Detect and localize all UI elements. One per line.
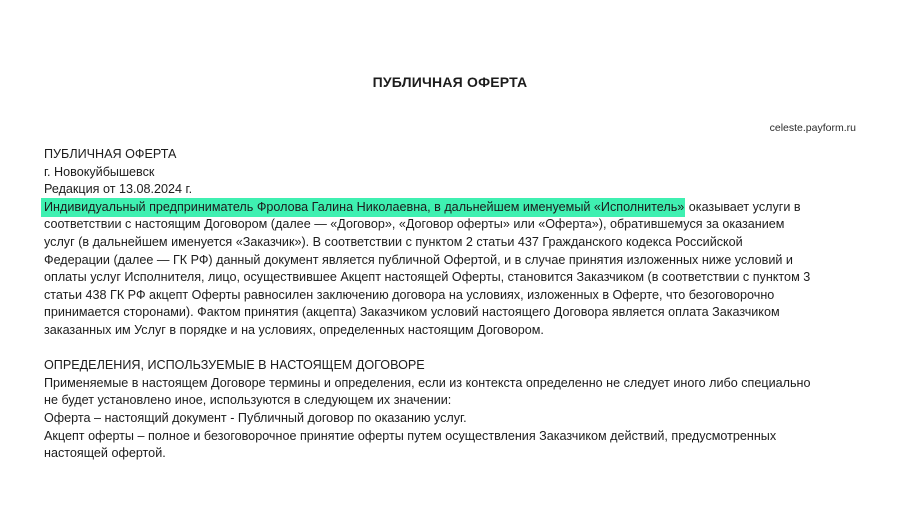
offer-city: г. Новокуйбышевск [44,164,155,179]
site-domain: celeste.payform.ru [769,122,856,134]
paragraph-gap [44,340,859,358]
definitions-line: Применяемые в настоящем Договоре термины и определения, если из контекста определенно не следует иного либо специально [44,375,811,390]
definitions-section [44,357,859,463]
offer-name: ПУБЛИЧНАЯ ОФЕРТА [44,147,177,161]
definitions-line: настоящей офертой. [44,446,166,461]
intro-line: услуг (в дальнейшем именуется «Заказчик»). В соответствии с пунктом 2 статьи 437 Гражданского кодекса Российской [44,234,743,249]
definitions-heading: ОПРЕДЕЛЕНИЯ, ИСПОЛЬЗУЕМЫЕ В НАСТОЯЩЕМ ДОГОВОРЕ [44,358,425,373]
intro-line: Федерации (далее — ГК РФ) данный документ является публичной Офертой, и в случае принятия изложенных ниже условий и [44,252,793,267]
definitions-line: Акцепт оферты – полное и безоговорочное принятие оферты путем осуществления Заказчиком действий, предусмотренных [44,428,777,443]
intro-paragraph [44,199,859,340]
highlighted-text: Индивидуальный предприниматель Фролова Галина Николаевна, в дальнейшем именуемый «Исполнитель» [41,198,685,217]
definitions-line: не будет установлено иное, используются в следующем их значении: [44,393,452,408]
intro-line: статьи 438 ГК РФ акцепт Оферты равносилен заключению договора на условиях, изложенных в Оферте, что безоговорочно [44,287,775,302]
intro-line: соответствии с настоящим Договором (далее — «Договор», «Договор оферты» или «Оферта»), обратившемуся за оказанием [44,217,785,232]
intro-line-text: оказывает услуги в [685,199,801,214]
intro-line: оплаты услуг Исполнителя, лицо, осуществившее Акцепт настоящей Оферты, становится Заказчиком (в соответствии с пунктом 3 [44,270,811,285]
intro-line: заказанных им Услуг в порядке и на условиях, определенных настоящим Договором. [44,322,544,337]
document-body [44,146,859,463]
intro-line: принимается сторонами). Фактом принятия (акцепта) Заказчиком условий настоящего Договора является оплата Заказчиком [44,305,780,320]
definitions-line: Оферта – настоящий документ - Публичный договор по оказанию услуг. [44,410,467,425]
page-title: ПУБЛИЧНАЯ ОФЕРТА [372,74,528,90]
offer-revision: Редакция от 13.08.2024 г. [44,182,193,197]
intro-line [44,199,859,217]
